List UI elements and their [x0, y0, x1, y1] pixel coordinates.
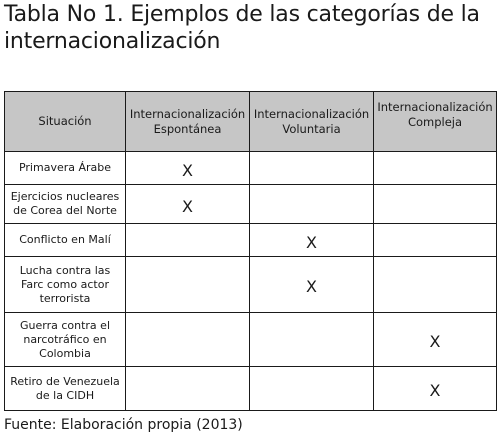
cell-compleja	[374, 152, 497, 185]
cell-situacion: Primavera Árabe	[5, 152, 126, 185]
cell-espontanea	[126, 257, 250, 313]
header-espontanea: Internacionalización Espontánea	[126, 92, 250, 152]
cell-voluntaria	[250, 185, 374, 224]
cell-voluntaria	[250, 367, 374, 411]
cell-voluntaria	[250, 313, 374, 367]
table-row	[5, 224, 497, 257]
cell-voluntaria	[250, 152, 374, 185]
cell-compleja: X	[374, 313, 497, 367]
source-note: Fuente: Elaboración propia (2013)	[4, 417, 243, 433]
cell-situacion: Conflicto en Malí	[5, 224, 126, 257]
cell-compleja: X	[374, 367, 497, 411]
table-row	[5, 313, 497, 367]
cell-voluntaria: X	[250, 224, 374, 257]
table-row	[5, 185, 497, 224]
table-row	[5, 367, 497, 411]
header-voluntaria: Internacionalización Voluntaria	[250, 92, 374, 152]
cell-situacion: Retiro de Venezuela de la CIDH	[5, 367, 126, 411]
cell-situacion: Lucha contra las Farc como actor terrorista	[5, 257, 126, 313]
cell-compleja	[374, 257, 497, 313]
cell-espontanea	[126, 313, 250, 367]
cell-voluntaria: X	[250, 257, 374, 313]
cell-situacion: Ejercicios nucleares de Corea del Norte	[5, 185, 126, 224]
cell-compleja	[374, 224, 497, 257]
table-header-row	[5, 92, 497, 152]
cell-espontanea	[126, 367, 250, 411]
table-title: Tabla No 1. Ejemplos de las categorías de la internacionalización	[4, 2, 480, 54]
header-compleja: Internacionalización Compleja	[374, 92, 497, 152]
categories-table	[4, 91, 497, 411]
table-row	[5, 257, 497, 313]
cell-situacion: Guerra contra el narcotráfico en Colombia	[5, 313, 126, 367]
table-row	[5, 152, 497, 185]
cell-espontanea	[126, 224, 250, 257]
cell-compleja	[374, 185, 497, 224]
cell-espontanea: X	[126, 152, 250, 185]
cell-espontanea: X	[126, 185, 250, 224]
header-situacion: Situación	[5, 92, 126, 152]
